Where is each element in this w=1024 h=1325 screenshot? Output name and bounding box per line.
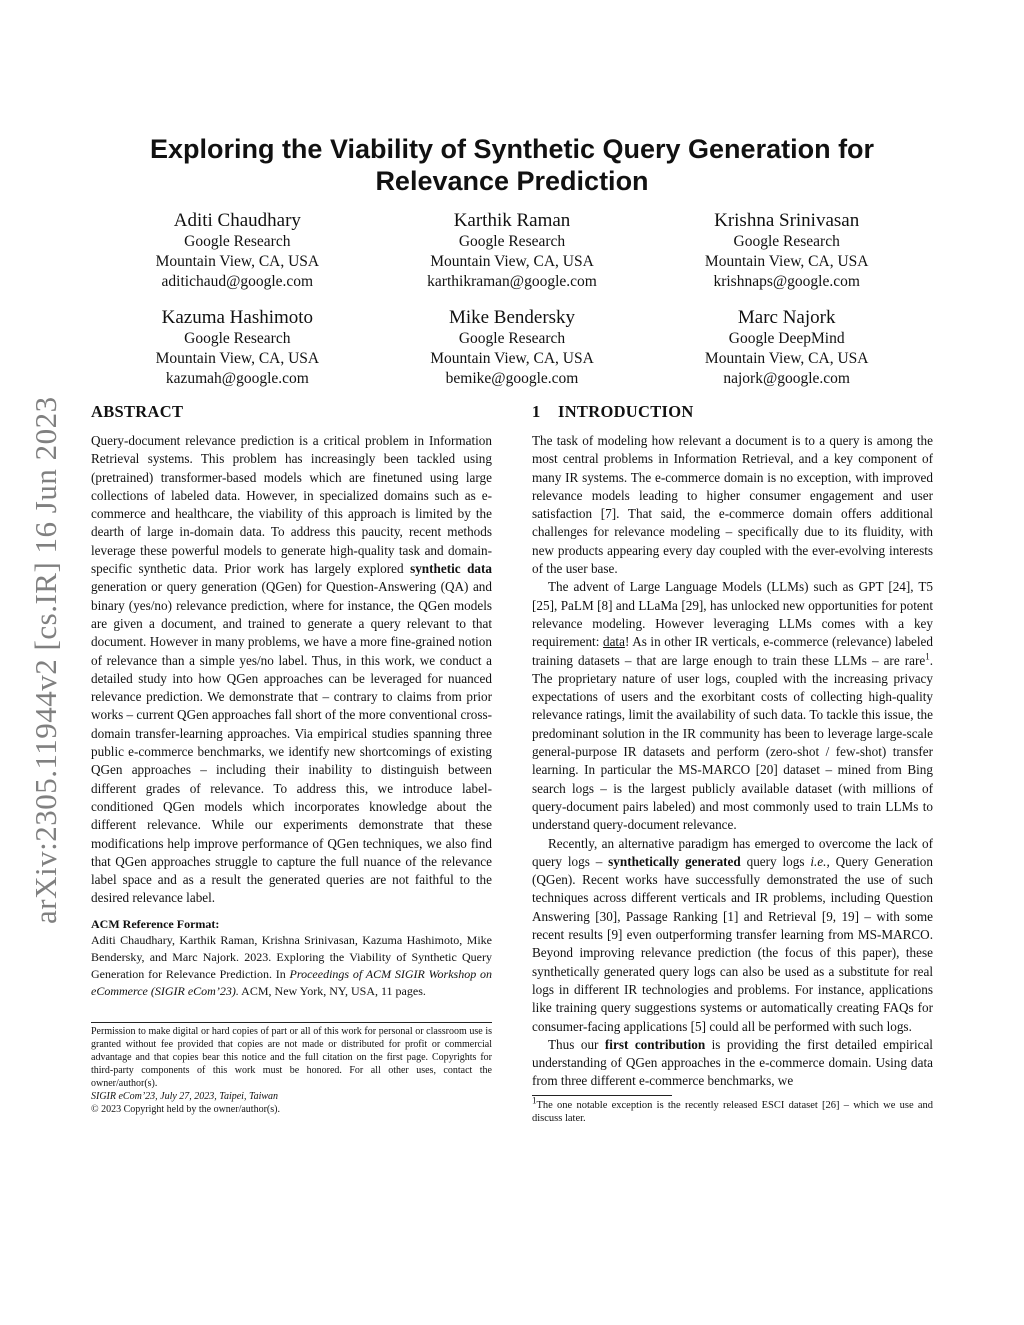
- intro-paragraph-2: The advent of Large Language Models (LLMs) such as GPT [24], T5 [25], PaLM [8] and LLaMa [29], has unlocked new opportunities for potent relevance modeling. However leveraging LLMs comes with a key requirement: data! As in other IR verticals, e-commerce (relevance) labeled training datasets – that are large enough to train these LLMs – are rare$^1$. The proprietary nature of user logs, coupled with the increasing privacy expectations of users and the exorbitant costs of collecting high-quality relevance ratings, limit the availability of such data. To tackle this issue, the predominant solution in the IR community has been to leverage large-scale general-purpose IR datasets and perform (zero-shot / few-shot) transfer learning. In particular the MS-MARCO [20] dataset – mined from Bing search logs – is the largest publicly available dataset (with millions of query-document pairs labeled) and most commonly used to train LLMs to understand query-document relevance.: [532, 579, 933, 833]
- author-row-1: [100, 210, 924, 292]
- permission-divider: [91, 1022, 492, 1023]
- author-location: Mountain View, CA, USA: [155, 253, 320, 270]
- intro-paragraph-4: Thus our first contribution is providing the first detailed empirical understanding of QGen approaches in the e-commerce domain. Using data from three different e-commerce benchmarks, we: [532, 1036, 933, 1089]
- author-name: Kazuma Hashimoto: [161, 307, 314, 328]
- acm-reference-text: Aditi Chaudhary, Karthik Raman, Krishna Srinivasan, Kazuma Hashimoto, Mike Bendersky, and Marc Najork. 2023. Exploring the Viability of Synthetic Query Generation for Relevance Prediction. In Proceedings of ACM SIGIR Workshop on eCommerce (SIGIR eCom’23). ACM, New York, NY, USA, 11 pages.: [91, 932, 492, 998]
- author-email: kazumah@google.com: [165, 370, 309, 387]
- venue-line: SIGIR eCom’23, July 27, 2023, Taipei, Taiwan: [91, 1090, 279, 1102]
- abstract-heading: ABSTRACT: [91, 402, 184, 421]
- author-name: Mike Bendersky: [448, 307, 576, 328]
- section-title: INTRODUCTION: [558, 402, 694, 421]
- author-affiliation: Google Research: [733, 233, 840, 250]
- author-location: Mountain View, CA, USA: [430, 253, 594, 270]
- author-block: [649, 307, 924, 389]
- author-affiliation: Google Research: [184, 233, 291, 250]
- author-affiliation: Google Research: [458, 330, 566, 347]
- author-name: Aditi Chaudhary: [173, 210, 301, 231]
- abstract-text: Query-document relevance prediction is a critical problem in Information Retrieval systems. This problem has increasingly been tackled using (pretrained) transformer-based models which are finetuned using large collections of labeled data. However, in specialized domains such as e-commerce and healthcare, the viability of this approach is limited by the dearth of large in-domain data. To address this paucity, recent methods leverage these powerful models to generate high-quality task and domain-specific synthetic data. Prior work has largely explored synthetic data generation or query generation (QGen) for Question-Answering (QA) and binary (yes/no) relevance prediction, where for instance, the QGen models are given a document, and trained to generate a query relevant to that document. However in many problems, we have a more fine-grained notion of relevance than a simple yes/no label. Thus, in this work, we conduct a detailed study into how QGen approaches can be leveraged for nuanced relevance prediction. We demonstrate that – contrary to claims from prior works – current QGen approaches fall short of the more conventional cross-domain transfer-learning approaches. Via empirical studies spanning three public e-commerce benchmarks, we identify new shortcomings of existing QGen approaches – including their inability to distinguish between different grades of relevance. To address this, we introduce label-conditioned QGen models which incorporates knowledge about the different relevance. While our experiments demonstrate that these modifications help improve performance of QGen techniques, we also find that QGen approaches struggle to capture the full nuance of the relevance label space and as a result the generated queries are not faithful to the desired relevance label.: [91, 433, 492, 906]
- author-location: Mountain View, CA, USA: [155, 350, 320, 367]
- author-affiliation: Google Research: [184, 330, 291, 347]
- paper-title: [80, 133, 944, 197]
- acm-reference-heading: ACM Reference Format:: [91, 916, 220, 931]
- author-name: Karthik Raman: [453, 210, 571, 231]
- permission-notice: [91, 1025, 492, 1116]
- footnote-divider: [532, 1095, 672, 1096]
- footnote: [532, 1095, 933, 1126]
- author-block: [375, 307, 650, 389]
- author-affiliation: Google DeepMind: [728, 330, 845, 347]
- author-block: [649, 210, 924, 292]
- intro-paragraph-1: The task of modeling how relevant a document is to a query is among the most central problems in Information Retrieval, and a key component of many IR systems. The e-commerce domain is no exception, with improved relevance models leading to higher consumer engagement and user satisfaction [7]. That said, the e-commerce domain offers additional challenges for relevance modeling – specifically due to its fluidity, with new products appearing every day coupled with the ever-evolving interests of the user base.: [532, 433, 933, 577]
- permission-text: Permission to make digital or hard copies of part or all of this work for personal or classroom use is granted without fee provided that copies are not made or distributed for profit or commercial advantage and that copies bear this notice and the full citation on the first page. Copyrights for third-party components of this work must be honored. For all other uses, contact the owner/author(s).: [91, 1025, 492, 1089]
- section-number: 1: [532, 402, 541, 421]
- intro-paragraph-3: Recently, an alternative paradigm has emerged to overcome the lack of query logs – synthetically generated query logs i.e., Query Generation (QGen). Recent works have successfully demonstrated the use of such techniques across different verticals and IR problems, including Question Answering [30], Passage Ranking [1] and Retrieval [9, 19] – with some recent results [9] even outperforming transfer learning from MS-MARCO. Beyond improving relevance prediction (the focus of this paper), these synthetically generated query logs can also be used as a substitute for real logs in different IR technologies and problems. For instance, applications like training query suggestions systems or automatically creating FAQs for consumer-facing applications [5] could all be performed with such logs.: [532, 835, 933, 1034]
- footnote-mark: 1: [532, 1095, 537, 1106]
- title-line-2: Relevance Prediction: [375, 166, 649, 196]
- author-affiliation: Google Research: [458, 233, 566, 250]
- right-column: [532, 402, 933, 1126]
- author-email: karthikraman@google.com: [427, 273, 597, 290]
- title-line-1: Exploring the Viability of Synthetic Query Generation for: [149, 134, 875, 164]
- left-column: [91, 402, 492, 1116]
- author-location: Mountain View, CA, USA: [704, 253, 869, 270]
- author-name: Marc Najork: [737, 307, 836, 328]
- author-location: Mountain View, CA, USA: [430, 350, 594, 367]
- author-email: aditichaud@google.com: [161, 273, 314, 290]
- author-email: bemike@google.com: [445, 370, 579, 387]
- footnote-text: The one notable exception is the recently released ESCI dataset [26] – which we use and discuss later.: [532, 1099, 933, 1125]
- author-block: [375, 210, 650, 292]
- author-name: Krishna Srinivasan: [714, 210, 860, 231]
- author-block: [100, 307, 375, 389]
- author-location: Mountain View, CA, USA: [704, 350, 869, 367]
- author-email: krishnaps@google.com: [713, 273, 860, 290]
- author-block: [100, 210, 375, 292]
- arxiv-stamp: arXiv:2305.11944v2 [cs.IR] 16 Jun 2023: [28, 396, 63, 924]
- author-email: najork@google.com: [723, 370, 850, 387]
- intro-heading: [532, 402, 933, 422]
- copyright-line: © 2023 Copyright held by the owner/author(s).: [91, 1103, 280, 1115]
- footnote-ref: 1: [925, 651, 930, 662]
- author-row-2: [100, 307, 924, 389]
